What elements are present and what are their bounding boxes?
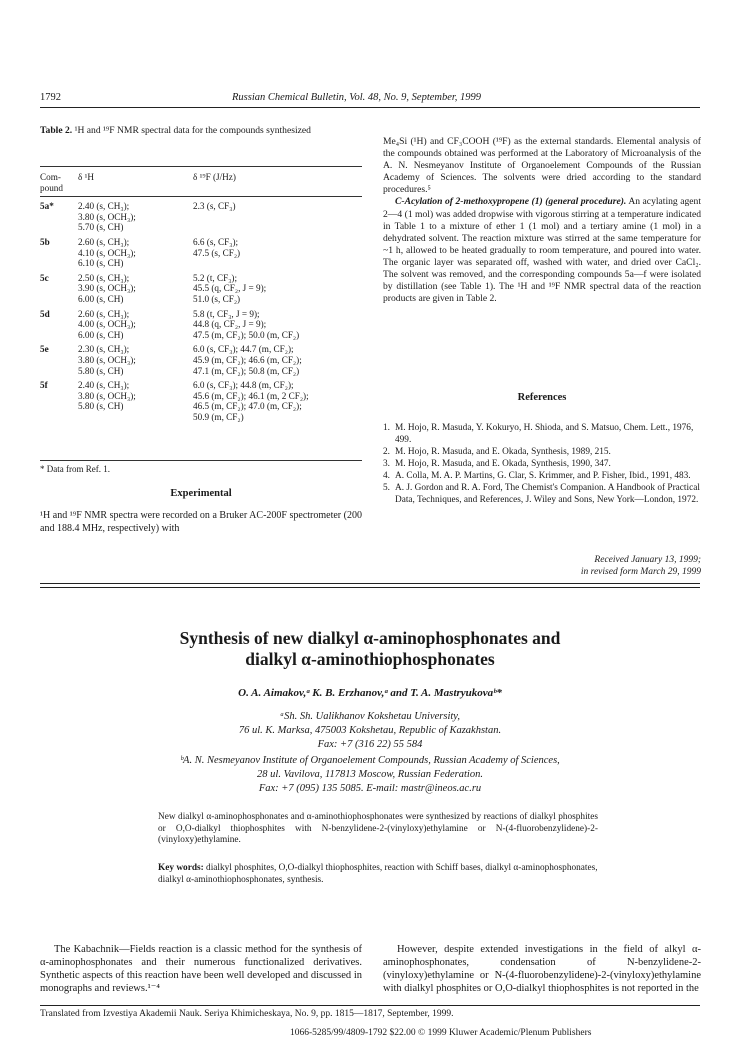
- experimental-para-left: ¹H and ¹⁹F NMR spectra were recorded on a Bruker AC-200F spectrometer (200 and 188.4 MHz, respectively) with: [40, 510, 362, 534]
- h-nmr-cell: [78, 197, 193, 233]
- reference-text: A. Colla, M. A. P. Martins, G. Clar, S. Krimmer, and P. Fisher, Ibid., 1991, 483.: [395, 471, 691, 481]
- authors: O. A. Aimakov,ᵃ K. B. Erzhanov,ᵃ and T. A. Mastryukovaᵇ*: [238, 687, 502, 699]
- procedure-heading: C-Acylation of 2-methoxypropene (1) (general procedure).: [395, 196, 627, 208]
- reference-item: [383, 482, 701, 506]
- affiliation-a-line-2: 76 ul. K. Marksa, 475003 Kokshetau, Republic of Kazakhstan.: [238, 725, 502, 736]
- table-top-rule: [40, 166, 362, 167]
- h-nmr-line: 3.80 (s, OCH₃);: [78, 354, 136, 365]
- section-double-rule: [40, 583, 700, 588]
- reference-item: [383, 470, 701, 482]
- translation-note: Translated from Izvestiya Akademii Nauk. Seriya Khimicheskaya, No. 9, pp. 1815—1817, September, 1999.: [40, 1009, 454, 1019]
- references-heading: References: [517, 392, 567, 403]
- h-nmr-line: 3.90 (s, OCH₃);: [78, 283, 136, 294]
- col-h-header: δ ¹H: [78, 172, 95, 182]
- table-row: [40, 269, 362, 305]
- table-row: [40, 340, 362, 376]
- intro-right-column: However, despite extended investigations in the field of alkyl α-aminophosphonates, condensation of N-benzylidene-2-(vinyloxy)ethylamine or N-(4-fluorobenzylidene)-2-(vinyloxy)ethylamine with dialkyl phosphites or O,O-dialkyl thiophosphites is not reported in the: [383, 944, 701, 994]
- intro-left-column: The Kabachnik—Fields reaction is a classic method for the synthesis of α-aminophosphonates and their numerous functionalized derivatives. Synthetic aspects of this reaction have been well developed and discussed in monographs and reviews.¹⁻⁴: [40, 944, 362, 994]
- experimental-standards-text: Me₄Si (¹H) and CF₃COOH (¹⁹F) as the external standards. Elemental analysis of the compounds obtained was performed at the Laboratory of Microanalysis of the A. N. Nesmeyanov Institute of Organoelement Compounds of the Russian Academy of Sciences. The solvents were dried according to the standard procedures.⁵: [383, 136, 701, 196]
- reference-number: 4.: [383, 471, 390, 481]
- reference-text: M. Hojo, R. Masuda, Y. Kokuryo, H. Shioda, and S. Matsuo, Chem. Lett., 1976, 499.: [395, 423, 694, 445]
- h-nmr-line: 5.80 (s, CH): [78, 365, 124, 376]
- affiliation-b: [40, 754, 700, 796]
- affiliation-b-line-2: 28 ul. Vavilova, 117813 Moscow, Russian Federation.: [257, 769, 483, 780]
- table-row: [40, 305, 362, 341]
- article-title-line-2: dialkyl α-aminothiophosphonates: [245, 649, 495, 669]
- header-rule: [40, 107, 700, 108]
- keywords: [158, 863, 598, 886]
- f-nmr-cell: [193, 269, 362, 305]
- f-nmr-line: 5.2 (t, CF₃);: [193, 272, 238, 283]
- reference-number: 1.: [383, 423, 390, 433]
- table-caption-text: ¹H and ¹⁹F NMR spectral data for the compounds synthesized: [74, 125, 311, 136]
- h-nmr-line: 2.40 (s, CH₃);: [78, 380, 130, 391]
- h-nmr-line: 2.30 (s, CH₃);: [78, 344, 130, 355]
- revised-date: in revised form March 29, 1999: [580, 567, 701, 577]
- compound-cell: 5b: [40, 236, 50, 247]
- affiliation-b-line-3: Fax: +7 (095) 135 5085. E-mail: mastr@ineos.ac.ru: [258, 783, 482, 794]
- table-bottom-rule: [40, 460, 362, 461]
- f-nmr-cell: [193, 340, 362, 376]
- f-nmr-line: 6.0 (s, CF₃); 44.8 (m, CF₂);: [193, 380, 294, 391]
- reference-item: [383, 446, 701, 458]
- keywords-text: dialkyl phosphites, O,O-dialkyl thiophosphites, reaction with Schiff bases, dialkyl α-aminophosphonates, dialkyl α-aminothiophosphonates, synthesis.: [158, 863, 598, 885]
- received-dates: [383, 554, 701, 578]
- f-nmr-line: 47.5 (m, CF₂); 50.0 (m, CF₂): [193, 329, 300, 340]
- reference-text: M. Hojo, R. Masuda, and E. Okada, Synthesis, 1990, 347.: [395, 459, 611, 469]
- references-list: [383, 422, 701, 506]
- h-nmr-cell: [78, 376, 193, 425]
- f-nmr-line: 6.6 (s, CF₃);: [193, 236, 239, 247]
- f-nmr-line: 51.0 (s, CF₂): [193, 293, 241, 304]
- h-nmr-line: 2.60 (s, CH₃);: [78, 308, 130, 319]
- h-nmr-cell: [78, 269, 193, 305]
- f-nmr-cell: [193, 305, 362, 341]
- f-nmr-cell: [193, 376, 362, 425]
- table-row: [40, 233, 362, 269]
- h-nmr-line: 6.10 (s, CH): [78, 258, 124, 269]
- table-row: [40, 197, 362, 233]
- received-date: Received January 13, 1999;: [594, 555, 701, 565]
- f-nmr-line: 45.9 (m, CF₂); 46.6 (m, CF₂);: [193, 354, 302, 365]
- h-nmr-cell: [78, 305, 193, 341]
- f-nmr-line: 45.5 (q, CF₂, J = 9);: [193, 283, 267, 294]
- h-nmr-line: 4.00 (s, OCH₃);: [78, 319, 136, 330]
- h-nmr-line: 3.80 (s, OCH₃);: [78, 390, 136, 401]
- f-nmr-line: 45.6 (m, CF₂); 46.1 (m, 2 CF₂);: [193, 390, 309, 401]
- compound-cell: 5d: [40, 308, 50, 319]
- h-nmr-cell: [78, 233, 193, 269]
- col-compound-header: Com- pound: [40, 172, 63, 193]
- h-nmr-line: 2.50 (s, CH₃);: [78, 272, 130, 283]
- journal-running-head: Russian Chemical Bulletin, Vol. 48, No. 9, September, 1999: [232, 92, 482, 103]
- nmr-table: [40, 170, 362, 425]
- f-nmr-line: 46.5 (m, CF₂); 47.0 (m, CF₂);: [193, 401, 302, 412]
- table-footnote: * Data from Ref. 1.: [40, 464, 110, 474]
- compound-cell: 5c: [40, 272, 49, 283]
- abstract: New dialkyl α-aminophosphonates and α-aminothiophosphonates were synthesized by reactions of dialkyl phosphites or O,O-dialkyl thiophosphites with N-benzylidene-2-(vinyloxy)ethylamine or N-(4-fluorobenzylidene)-2-(vinyloxy)ethylamine.: [158, 812, 598, 846]
- reference-text: M. Hojo, R. Masuda, and E. Okada, Synthesis, 1989, 215.: [395, 447, 611, 457]
- h-nmr-line: 6.00 (s, CH): [78, 293, 124, 304]
- table-header-row: [40, 170, 362, 197]
- f-nmr-line: 44.8 (q, CF₂, J = 9);: [193, 319, 267, 330]
- reference-item: [383, 458, 701, 470]
- affiliation-a: [40, 710, 700, 752]
- f-nmr-line: 6.0 (s, CF₃); 44.7 (m, CF₂);: [193, 344, 294, 355]
- experimental-heading: Experimental: [170, 488, 232, 499]
- compound-cell: 5f: [40, 380, 48, 391]
- h-nmr-line: 2.40 (s, CH₃);: [78, 201, 130, 212]
- h-nmr-line: 5.80 (s, CH): [78, 401, 124, 412]
- compound-cell: 5a*: [40, 201, 54, 212]
- h-nmr-line: 6.00 (s, CH): [78, 329, 124, 340]
- h-nmr-line: 2.60 (s, CH₃);: [78, 236, 130, 247]
- f-nmr-cell: [193, 197, 362, 233]
- table-caption: [40, 125, 362, 137]
- affiliation-a-line-1: ᵃSh. Sh. Ualikhanov Kokshetau University,: [279, 711, 461, 722]
- experimental-para-right: [383, 136, 701, 305]
- article-title-line-1: Synthesis of new dialkyl α-aminophosphonates and: [179, 628, 561, 648]
- reference-number: 5.: [383, 483, 390, 493]
- reference-item: [383, 422, 701, 446]
- procedure-text: An acylating agent 2—4 (1 mol) was added dropwise with vigorous stirring at a temperature indicated in Table 1 to a mixture of ether 1 (1 mol) and a tertiary amine (1 mol) in a dehydrated solvent. The reaction mixture was stirred at the same temperature for ~1 h, allowed to be heated gradually to room temperature, and poured into water. The organic layer was separated off, washed with water, and dried over CaCl₂. The solvent was removed, and the corresponding compounds 5a—f were isolated by distillation (see Table 1). The ¹H and ¹⁹F NMR spectral data of the reaction products are given in Table 2.: [383, 196, 701, 305]
- col-f-header: δ ¹⁹F (J/Hz): [193, 172, 236, 182]
- article-title: [40, 628, 700, 670]
- table-row: [40, 376, 362, 425]
- affiliation-a-line-3: Fax: +7 (316 22) 55 584: [317, 739, 423, 750]
- h-nmr-line: 4.10 (s, OCH₃);: [78, 247, 136, 258]
- reference-number: 3.: [383, 459, 390, 469]
- h-nmr-line: 5.70 (s, CH): [78, 222, 124, 233]
- reference-number: 2.: [383, 447, 390, 457]
- reference-text: A. J. Gordon and R. A. Ford, The Chemist's Companion. A Handbook of Practical Data, Techniques, and References, J. Wiley and Sons, New York—London, 1972.: [395, 483, 700, 505]
- f-nmr-line: 2.3 (s, CF₃): [193, 201, 236, 212]
- table-body: [40, 197, 362, 426]
- keywords-label: Key words:: [158, 863, 204, 873]
- compound-cell: 5e: [40, 344, 49, 355]
- affiliation-b-line-1: ᵇA. N. Nesmeyanov Institute of Organoelement Compounds, Russian Academy of Sciences,: [180, 755, 560, 766]
- issn-copyright: 1066-5285/99/4809-1792 $22.00 © 1999 Kluwer Academic/Plenum Publishers: [290, 1028, 592, 1038]
- f-nmr-cell: [193, 233, 362, 269]
- table-caption-label: Table 2.: [40, 125, 73, 136]
- h-nmr-cell: [78, 340, 193, 376]
- page-number: 1792: [40, 92, 61, 103]
- f-nmr-line: 47.5 (s, CF₂): [193, 247, 241, 258]
- f-nmr-line: 47.1 (m, CF₂); 50.8 (m, CF₂): [193, 365, 300, 376]
- f-nmr-line: 5.8 (t, CF₃, J = 9);: [193, 308, 260, 319]
- footer-rule: [40, 1005, 700, 1006]
- f-nmr-line: 50.9 (m, CF₂): [193, 411, 244, 422]
- h-nmr-line: 3.80 (s, OCH₃);: [78, 211, 136, 222]
